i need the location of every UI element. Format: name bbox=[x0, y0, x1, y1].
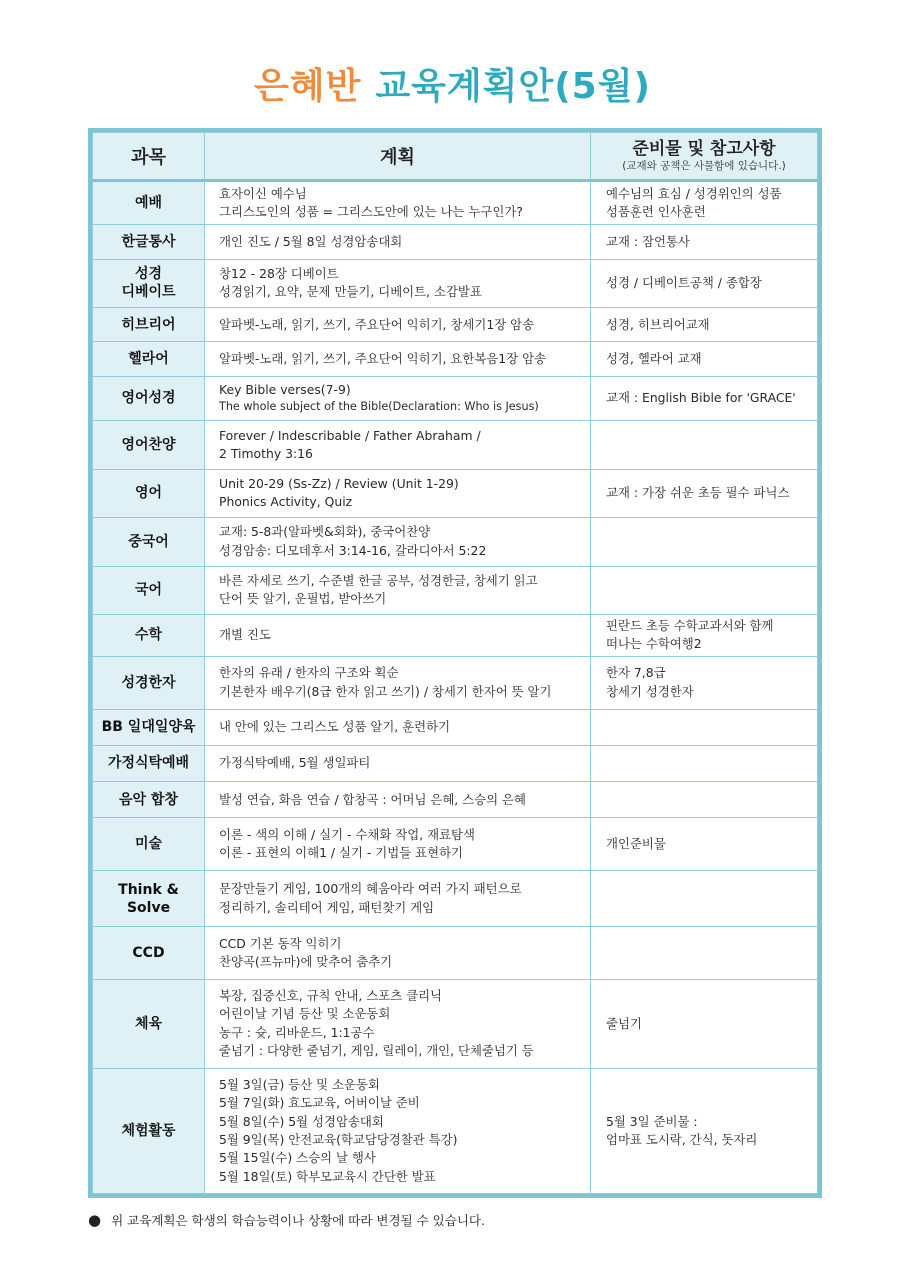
plan-cell bbox=[205, 518, 591, 566]
prep-line: 핀란드 초등 수학교과서와 함께 bbox=[606, 618, 774, 634]
subject-line: Think & bbox=[118, 881, 179, 898]
subject-line: 영어찬양 bbox=[121, 436, 176, 453]
prep-cell bbox=[591, 259, 818, 307]
plan-cell bbox=[205, 927, 591, 979]
subject-line: 예배 bbox=[134, 195, 163, 212]
subject-cell bbox=[93, 376, 205, 420]
plan-line: The whole subject of the Bible(Declaration: Who is Jesus) bbox=[219, 400, 539, 414]
plan-cell bbox=[205, 745, 591, 781]
table-row bbox=[93, 181, 818, 225]
prep-cell bbox=[591, 745, 818, 781]
page-title bbox=[0, 58, 905, 109]
plan-line: Phonics Activity, Quiz bbox=[219, 494, 353, 510]
prep-cell bbox=[591, 818, 818, 870]
plan-line: 그리스도인의 성품 = 그리스도안에 있는 나는 누구인가? bbox=[219, 204, 523, 220]
plan-cell bbox=[205, 342, 591, 376]
prep-cell bbox=[591, 421, 818, 469]
subject-cell bbox=[93, 1068, 205, 1193]
prep-line: 성경 / 디베이트공책 / 종합장 bbox=[606, 275, 762, 291]
plan-line: 내 안에 있는 그리스도 성품 알기, 훈련하기 bbox=[219, 718, 451, 734]
table-row bbox=[93, 1068, 818, 1193]
table-row bbox=[93, 709, 818, 745]
subject-cell bbox=[93, 818, 205, 870]
plan-line: 어린이날 기념 등산 및 소운동회 bbox=[219, 1006, 391, 1022]
prep-line: 교재 : 잠언통사 bbox=[606, 233, 690, 249]
table-body bbox=[93, 181, 818, 1194]
plan-line: 성경읽기, 요약, 문제 만들기, 디베이트, 소감발표 bbox=[219, 284, 482, 300]
plan-line: 이론 - 표현의 이해1 / 실기 - 기법들 표현하기 bbox=[219, 845, 464, 861]
subject-cell bbox=[93, 259, 205, 307]
plan-line: 2 Timothy 3:16 bbox=[219, 445, 313, 461]
prep-line: 예수님의 효심 / 성경위인의 성품 bbox=[606, 185, 782, 201]
subject-line: 영어 bbox=[134, 485, 163, 502]
plan-cell bbox=[205, 421, 591, 469]
subject-cell bbox=[93, 342, 205, 376]
plan-line: Key Bible verses(7-9) bbox=[219, 382, 351, 398]
footnote bbox=[88, 1211, 485, 1229]
table-row bbox=[93, 342, 818, 376]
subject-cell bbox=[93, 614, 205, 656]
prep-line: 한자 7,8급 bbox=[606, 665, 666, 681]
table-row bbox=[93, 376, 818, 420]
plan-cell bbox=[205, 818, 591, 870]
prep-cell bbox=[591, 614, 818, 656]
plan-line: 기본한자 배우기(8급 한자 읽고 쓰기) / 창세기 한자어 뜻 알기 bbox=[219, 683, 552, 699]
plan-line: 교재: 5-8과(알파벳&회화), 중국어찬양 bbox=[219, 524, 431, 540]
table-row bbox=[93, 927, 818, 979]
subject-line: 한글통사 bbox=[121, 233, 176, 250]
header-plan: 계획 bbox=[205, 133, 591, 181]
subject-line: 헬라어 bbox=[128, 351, 169, 368]
prep-cell bbox=[591, 469, 818, 517]
table-row bbox=[93, 657, 818, 709]
plan-line: 개별 진도 bbox=[219, 627, 271, 643]
plan-title: 교육계획안(5월) bbox=[375, 66, 651, 107]
subject-line: 미술 bbox=[134, 836, 163, 853]
prep-line: 엄마표 도시락, 간식, 돗자리 bbox=[606, 1131, 758, 1147]
plan-line: 5월 15일(수) 스승의 날 행사 bbox=[219, 1150, 376, 1166]
subject-line: 영어성경 bbox=[121, 390, 176, 407]
subject-line: BB 일대일양육 bbox=[101, 719, 196, 736]
plan-cell bbox=[205, 782, 591, 818]
prep-cell bbox=[591, 782, 818, 818]
prep-line: 개인준비물 bbox=[606, 836, 666, 852]
table-row bbox=[93, 979, 818, 1068]
plan-line: 5월 8일(수) 5월 성경암송대회 bbox=[219, 1113, 384, 1129]
subject-line: 음악 합창 bbox=[119, 791, 178, 808]
subject-line: 체험활동 bbox=[121, 1122, 176, 1139]
prep-cell bbox=[591, 566, 818, 614]
prep-cell bbox=[591, 342, 818, 376]
subject-cell bbox=[93, 745, 205, 781]
plan-table-frame bbox=[88, 128, 822, 1198]
plan-line: 알파벳-노래, 읽기, 쓰기, 주요단어 익히기, 요한복음1장 암송 bbox=[219, 350, 547, 366]
plan-line: CCD 기본 동작 익히기 bbox=[219, 935, 342, 951]
plan-cell bbox=[205, 979, 591, 1068]
plan-cell bbox=[205, 181, 591, 225]
plan-cell bbox=[205, 657, 591, 709]
subject-line: Solve bbox=[126, 899, 171, 916]
subject-line: 중국어 bbox=[128, 533, 169, 550]
plan-line: 5월 9일(목) 안전교육(학교담당경찰관 특강) bbox=[219, 1131, 458, 1147]
subject-cell bbox=[93, 308, 205, 342]
prep-line: 창세기 성경한자 bbox=[606, 683, 694, 699]
class-name: 은혜반 bbox=[254, 66, 362, 107]
prep-cell bbox=[591, 376, 818, 420]
table-row bbox=[93, 259, 818, 307]
plan-line: 복장, 집중신호, 규칙 안내, 스포츠 클리닉 bbox=[219, 988, 443, 1004]
subject-line: 국어 bbox=[134, 582, 163, 599]
plan-line: 정리하기, 솔리테어 게임, 패턴찾기 게임 bbox=[219, 899, 435, 915]
subject-cell bbox=[93, 709, 205, 745]
prep-cell bbox=[591, 657, 818, 709]
prep-cell bbox=[591, 979, 818, 1068]
plan-line: 알파벳-노래, 읽기, 쓰기, 주요단어 익히기, 창세기1장 암송 bbox=[219, 316, 535, 332]
plan-cell bbox=[205, 870, 591, 927]
plan-cell bbox=[205, 225, 591, 259]
subject-cell bbox=[93, 979, 205, 1068]
plan-cell bbox=[205, 469, 591, 517]
plan-line: 줄넘기 : 다양한 줄넘기, 게임, 릴레이, 개인, 단체줄넘기 등 bbox=[219, 1043, 534, 1059]
plan-line: 5월 18일(토) 학부모교육시 간단한 발표 bbox=[219, 1168, 436, 1184]
prep-cell bbox=[591, 870, 818, 927]
plan-cell bbox=[205, 259, 591, 307]
prep-cell bbox=[591, 225, 818, 259]
plan-line: 이론 - 색의 이해 / 실기 - 수채화 작업, 재료탐색 bbox=[219, 826, 475, 842]
plan-cell bbox=[205, 376, 591, 420]
table-row bbox=[93, 308, 818, 342]
table-row bbox=[93, 421, 818, 469]
prep-line: 5월 3일 준비물 : bbox=[606, 1113, 698, 1129]
header-prep-label: 준비물 및 참고사항 bbox=[632, 138, 776, 159]
table-row bbox=[93, 469, 818, 517]
plan-line: 한자의 유래 / 한자의 구조와 획순 bbox=[219, 665, 399, 681]
prep-cell bbox=[591, 181, 818, 225]
plan-line: 효자이신 예수님 bbox=[219, 185, 307, 201]
prep-cell bbox=[591, 308, 818, 342]
table-row bbox=[93, 782, 818, 818]
plan-cell bbox=[205, 1068, 591, 1193]
subject-line: 체육 bbox=[134, 1015, 163, 1032]
plan-line: 바른 자세로 쓰기, 수준별 한글 공부, 성경한글, 창세기 읽고 bbox=[219, 572, 538, 588]
plan-line: Forever / Indescribable / Father Abraham / bbox=[219, 427, 481, 443]
prep-line: 성경, 히브리어교재 bbox=[606, 316, 710, 332]
plan-line: 단어 뜻 알기, 운필법, 받아쓰기 bbox=[219, 591, 387, 607]
subject-cell bbox=[93, 657, 205, 709]
table-row bbox=[93, 818, 818, 870]
prep-line: 성품훈련 인사훈련 bbox=[606, 204, 706, 220]
table-row bbox=[93, 614, 818, 656]
subject-cell bbox=[93, 870, 205, 927]
prep-line: 줄넘기 bbox=[606, 1015, 642, 1031]
subject-cell bbox=[93, 518, 205, 566]
subject-cell bbox=[93, 421, 205, 469]
prep-line: 교재 : 가장 쉬운 초등 필수 파닉스 bbox=[606, 485, 790, 501]
table-row bbox=[93, 870, 818, 927]
plan-line: 발성 연습, 화음 연습 / 합창곡 : 어머님 은혜, 스승의 은혜 bbox=[219, 791, 526, 807]
subject-line: CCD bbox=[132, 945, 165, 962]
subject-cell bbox=[93, 469, 205, 517]
table-header-row bbox=[93, 133, 818, 181]
plan-line: 찬양곡(프뉴마)에 맞추어 춤추기 bbox=[219, 954, 393, 970]
header-prep-note: (교재와 공책은 사물함에 있습니다.) bbox=[622, 160, 786, 173]
plan-line: 문장만들기 게임, 100개의 혜움아라 여러 가지 패턴으로 bbox=[219, 881, 522, 897]
subject-cell bbox=[93, 927, 205, 979]
plan-line: 가정식탁예배, 5월 생일파티 bbox=[219, 755, 371, 771]
plan-cell bbox=[205, 614, 591, 656]
header-subject: 과목 bbox=[93, 133, 205, 181]
prep-cell bbox=[591, 709, 818, 745]
header-prep bbox=[591, 133, 818, 181]
subject-line: 히브리어 bbox=[121, 316, 176, 333]
plan-table bbox=[92, 132, 818, 1194]
subject-cell bbox=[93, 181, 205, 225]
prep-cell bbox=[591, 518, 818, 566]
plan-line: 5월 3일(금) 등산 및 소운동회 bbox=[219, 1076, 380, 1092]
prep-line: 교재 : English Bible for 'GRACE' bbox=[606, 390, 796, 406]
plan-cell bbox=[205, 308, 591, 342]
table-row bbox=[93, 566, 818, 614]
plan-line: 성경암송: 디모데후서 3:14-16, 갈라디아서 5:22 bbox=[219, 542, 487, 558]
prep-cell bbox=[591, 927, 818, 979]
plan-line: 개인 진도 / 5월 8일 성경암송대회 bbox=[219, 233, 403, 249]
table-row bbox=[93, 745, 818, 781]
prep-line: 성경, 헬라어 교재 bbox=[606, 350, 702, 366]
table-row bbox=[93, 518, 818, 566]
subject-line: 성경 bbox=[134, 266, 163, 283]
plan-line: 5월 7일(화) 효도교육, 어버이날 준비 bbox=[219, 1095, 420, 1111]
footnote-text: 위 교육계획은 학생의 학습능력이나 상황에 따라 변경될 수 있습니다. bbox=[111, 1213, 485, 1228]
bullet-icon: ● bbox=[88, 1211, 102, 1229]
plan-line: 농구 : 슛, 리바운드, 1:1공수 bbox=[219, 1024, 375, 1040]
plan-cell bbox=[205, 566, 591, 614]
plan-line: 창12 - 28장 디베이트 bbox=[219, 266, 339, 282]
subject-cell bbox=[93, 225, 205, 259]
plan-cell bbox=[205, 709, 591, 745]
subject-line: 디베이트 bbox=[121, 284, 176, 301]
prep-line: 떠나는 수학여행2 bbox=[606, 636, 702, 652]
subject-cell bbox=[93, 566, 205, 614]
subject-line: 성경한자 bbox=[121, 674, 176, 691]
plan-line: Unit 20-29 (Ss-Zz) / Review (Unit 1-29) bbox=[219, 475, 459, 491]
subject-cell bbox=[93, 782, 205, 818]
table-row bbox=[93, 225, 818, 259]
subject-line: 수학 bbox=[134, 627, 163, 644]
prep-cell bbox=[591, 1068, 818, 1193]
subject-line: 가정식탁예배 bbox=[107, 755, 190, 772]
